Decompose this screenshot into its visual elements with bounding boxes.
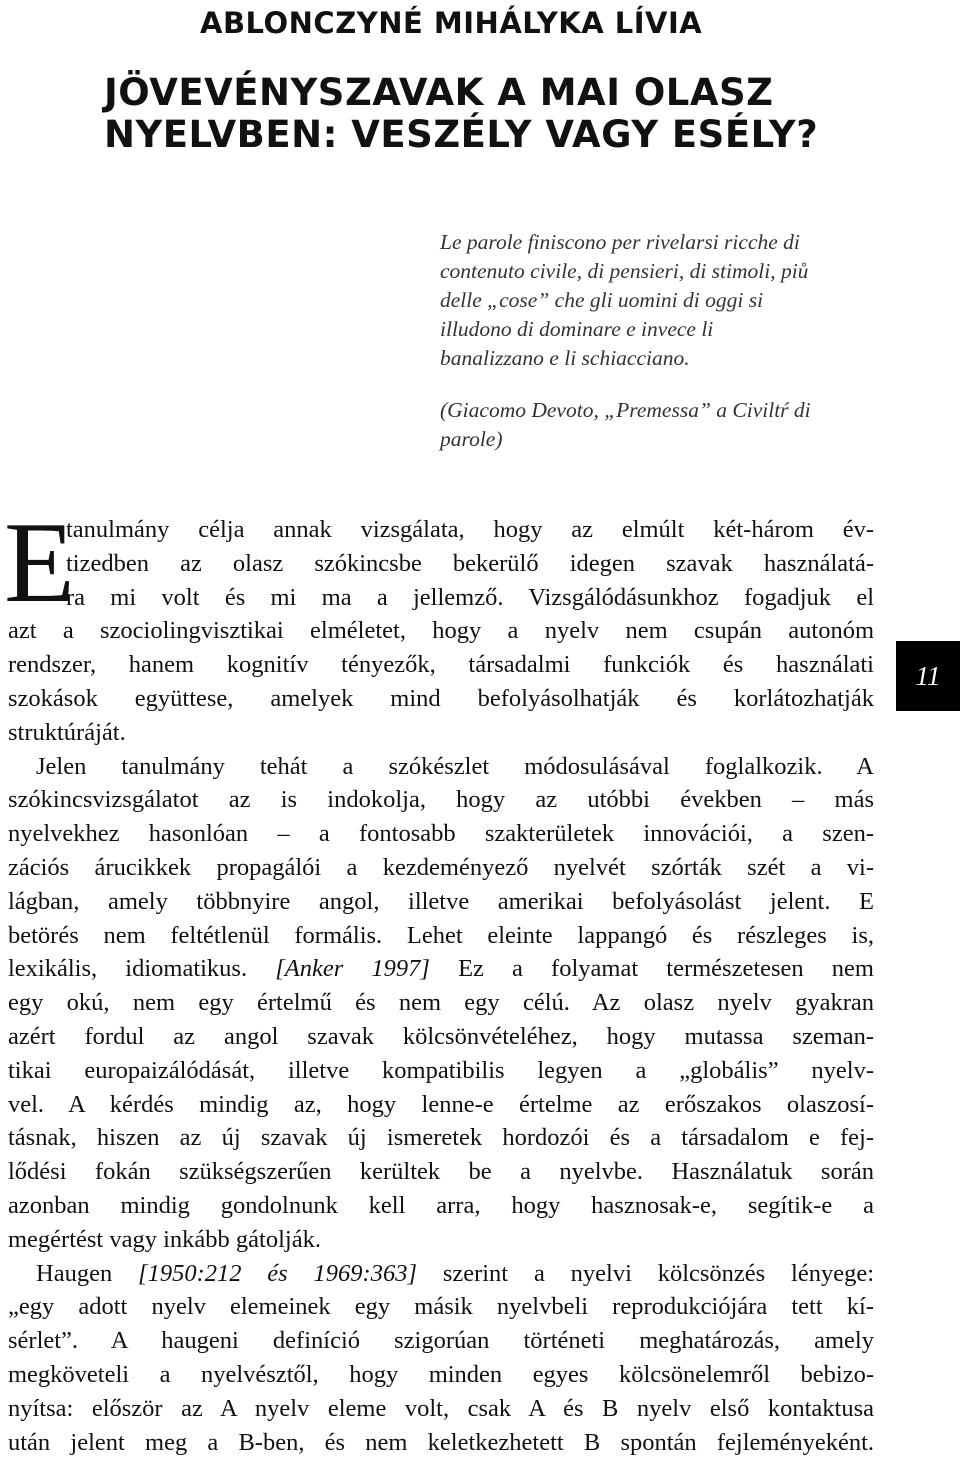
body-line: nyítsa: először az A nyelv eleme volt, csak A és B nyelv első kontaktusa (8, 1394, 874, 1422)
author-name: ABLONCZYNÉ MIHÁLYKA LÍVIA (200, 6, 703, 40)
body-line-text: szerint a nyelvi kölcsönzés lényege: (442, 1259, 874, 1287)
citation: [Anker 1997] (275, 955, 430, 983)
article-title-line-1: JÖVEVÉNYSZAVAK A MAI OLASZ (104, 71, 774, 114)
body-line: betörés nem feltétlenül formális. Lehet eleinte lappangó és részleges is, (8, 921, 874, 949)
body-line: lágban, amely többnyire angol, illetve amerikai befolyásolást jelent. E (8, 887, 874, 915)
body-line: azonban mindig gondolnunk kell arra, hogy hasznosak-e, segítik-e a (8, 1191, 874, 1219)
body-line: szókincsvizsgálatot az is indokolja, hogy az utóbbi években – más (8, 786, 874, 814)
body-line: struktúráját. (8, 718, 126, 746)
citation: [1950:212 és 1969:363] (138, 1259, 417, 1287)
body-line: „egy adott nyelv elemeinek egy másik nyelvbeli reprodukciójára tett kí- (8, 1293, 874, 1321)
body-line: zációs árucikkek propagálói a kezdeményező nyelvét szórták szét a vi- (8, 853, 874, 881)
body-line: sérlet”. A haugeni definíció szigorúan történeti meghatározás, amely (8, 1327, 874, 1355)
body-line: lődési fokán szükségszerűen kerültek be a nyelvbe. Használatuk során (8, 1158, 874, 1186)
body-line: Jelen tanulmány tehát a szókészlet módosulásával foglalkozik. A (36, 752, 874, 780)
page-number-tab (896, 641, 960, 711)
article-title-line-2: NYELVBEN: VESZÉLY VAGY ESÉLY? (104, 113, 819, 156)
body-line (8, 952, 874, 986)
body-line: tásnak, hiszen az új szavak új ismeretek hordozói és a társadalom e fej- (8, 1124, 874, 1152)
body-line: tanulmány célja annak vizsgálata, hogy az elmúlt két-három év- (66, 516, 874, 543)
body-line: megköveteli a nyelvésztől, hogy minden egyes kölcsönelemről bebizo- (8, 1360, 874, 1388)
epigraph-source (440, 396, 910, 454)
page-number: 11 (915, 660, 941, 691)
body-line: nyelvekhez hasonlóan – a fontosabb szakterületek innovációi, a szen- (8, 820, 874, 848)
article-body (4, 499, 874, 1459)
body-line: megértést vagy inkább gátolják. (8, 1225, 321, 1253)
body-line: után jelent meg a B-ben, és nem keletkezhetett B spontán fejleményeként. (8, 1428, 874, 1456)
epigraph-source-line: (Giacomo Devoto, „Premessa” a Civiltŕ di (440, 398, 811, 422)
body-line: ra mi volt és mi ma a jellemző. Vizsgálódásunkhoz fogadjuk el (66, 583, 874, 611)
epigraph-line: banalizzano e li schiacciano. (440, 346, 690, 370)
article-title (104, 72, 864, 156)
epigraph-line: Le parole finiscono per rivelarsi ricche di (440, 230, 800, 254)
body-line: vel. A kérdés mindig az, hogy lenne-e értelme az erőszakos olaszosí- (8, 1090, 874, 1118)
body-line-text: lexikális, idiomatikus. (8, 955, 248, 983)
body-line: szokások együttese, amelyek mind befolyásolhatják és korlátozhatják (8, 684, 874, 712)
epigraph-source-line: parole) (440, 427, 503, 451)
body-line: azért fordul az angol szavak kölcsönvételéhez, hogy mutassa szeman- (8, 1022, 874, 1050)
drop-cap: E (4, 499, 75, 627)
body-line: rendszer, hanem kognitív tényezők, társadalmi funkciók és használati (8, 651, 874, 679)
epigraph-line: contenuto civile, di pensieri, di stimoli, piů (440, 259, 809, 283)
body-line-text: Ez a folyamat természetesen nem (458, 955, 874, 983)
epigraph-line: delle „cose” che gli uomini di oggi si (440, 288, 764, 312)
body-line: tizedben az olasz szókincsbe bekerülő idegen szavak használatá- (66, 549, 874, 577)
epigraph-quote (440, 228, 910, 373)
body-line: egy okú, nem egy értelmű és nem egy célú. Az olasz nyelv gyakran (8, 989, 874, 1017)
body-line-text: Haugen (36, 1259, 113, 1287)
body-line (8, 1257, 874, 1291)
body-line: azt a szociolingvisztikai elméletet, hogy a nyelv nem csupán autonóm (8, 617, 874, 645)
epigraph-line: illudono di dominare e invece li (440, 317, 714, 341)
body-line: tikai europaizálódását, illetve kompatibilis legyen a „globális” nyelv- (8, 1056, 874, 1084)
